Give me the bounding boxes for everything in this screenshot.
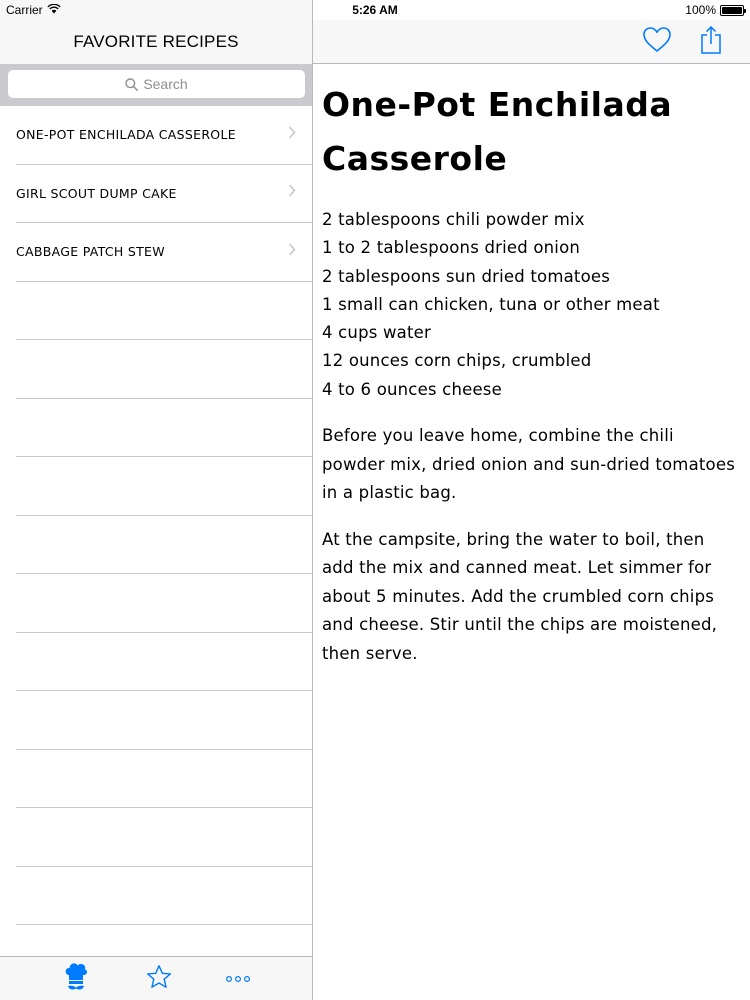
chevron-right-icon (288, 184, 296, 202)
carrier-label: Carrier (6, 3, 43, 17)
empty-row (16, 574, 312, 633)
more-icon (225, 970, 251, 988)
chevron-right-icon (288, 126, 296, 144)
chevron-right-icon (288, 243, 296, 261)
list-item-label: CABBAGE PATCH STEW (16, 244, 165, 260)
ingredient-list (322, 206, 738, 404)
tab-favorites[interactable] (143, 963, 175, 995)
ingredient-item: 1 small can chicken, tuna or other meat (322, 294, 660, 314)
empty-row (16, 282, 312, 341)
empty-row (16, 340, 312, 399)
recipe-row-cabbage-patch-stew[interactable] (16, 223, 312, 282)
empty-row (16, 867, 312, 926)
instructions-paragraph: Before you leave home, combine the chili powder mix, dried onion and sun-dried tomatoes in a plastic bag. (322, 426, 735, 503)
recipe-row-girl-scout-dump-cake[interactable] (16, 165, 312, 224)
detail-navigation-bar (313, 20, 750, 64)
master-pane (0, 0, 313, 1000)
list-item-label: ONE-POT ENCHILADA CASSEROLE (16, 127, 236, 143)
empty-row (16, 808, 312, 867)
tab-bar (0, 956, 312, 1000)
chef-icon (63, 962, 89, 997)
list-item-label: GIRL SCOUT DUMP CAKE (16, 185, 177, 201)
empty-row (16, 925, 312, 956)
empty-row (16, 633, 312, 692)
search-placeholder: Search (143, 76, 188, 92)
heart-icon (642, 26, 672, 58)
page-title: FAVORITE RECIPES (73, 32, 239, 51)
ingredient-item: 1 to 2 tablespoons dried onion (322, 238, 581, 258)
empty-row (16, 750, 312, 809)
share-icon (700, 25, 722, 60)
ingredient-item: 12 ounces corn chips, crumbled (322, 351, 592, 371)
empty-row (16, 516, 312, 575)
recipe-row-one-pot-enchilada-casserole[interactable] (16, 106, 312, 165)
empty-row (16, 399, 312, 458)
recipe-title: One-Pot Enchilada Casserole (322, 85, 673, 178)
search-icon (125, 78, 138, 91)
status-bar (0, 0, 750, 20)
instructions-paragraph: At the campsite, bring the water to boil, then add the mix and canned meat. Let simmer for about 5 minutes. Add the crumbled corn chips and cheese. Stir until the chips are moistened, then serve. (322, 529, 718, 663)
recipe-detail (313, 64, 750, 1000)
master-navigation-bar (0, 20, 312, 64)
star-icon (146, 964, 172, 995)
search-bar (0, 64, 312, 106)
ingredient-item: 2 tablespoons chili powder mix (322, 210, 585, 229)
empty-row (16, 457, 312, 516)
ingredient-item: 4 to 6 ounces cheese (322, 379, 502, 399)
empty-row (16, 691, 312, 750)
clock: 5:26 AM (352, 3, 398, 17)
battery-percentage: 100% (685, 3, 716, 17)
tab-more[interactable] (222, 963, 254, 995)
ingredient-item: 4 cups water (322, 323, 431, 343)
search-input[interactable] (8, 70, 305, 98)
recipe-list (0, 106, 312, 956)
ingredient-item: 2 tablespoons sun dried tomatoes (322, 266, 611, 286)
battery-icon (720, 5, 744, 16)
share-button[interactable] (695, 26, 727, 58)
favorite-button[interactable] (641, 26, 673, 58)
tab-recipes[interactable] (60, 963, 92, 995)
